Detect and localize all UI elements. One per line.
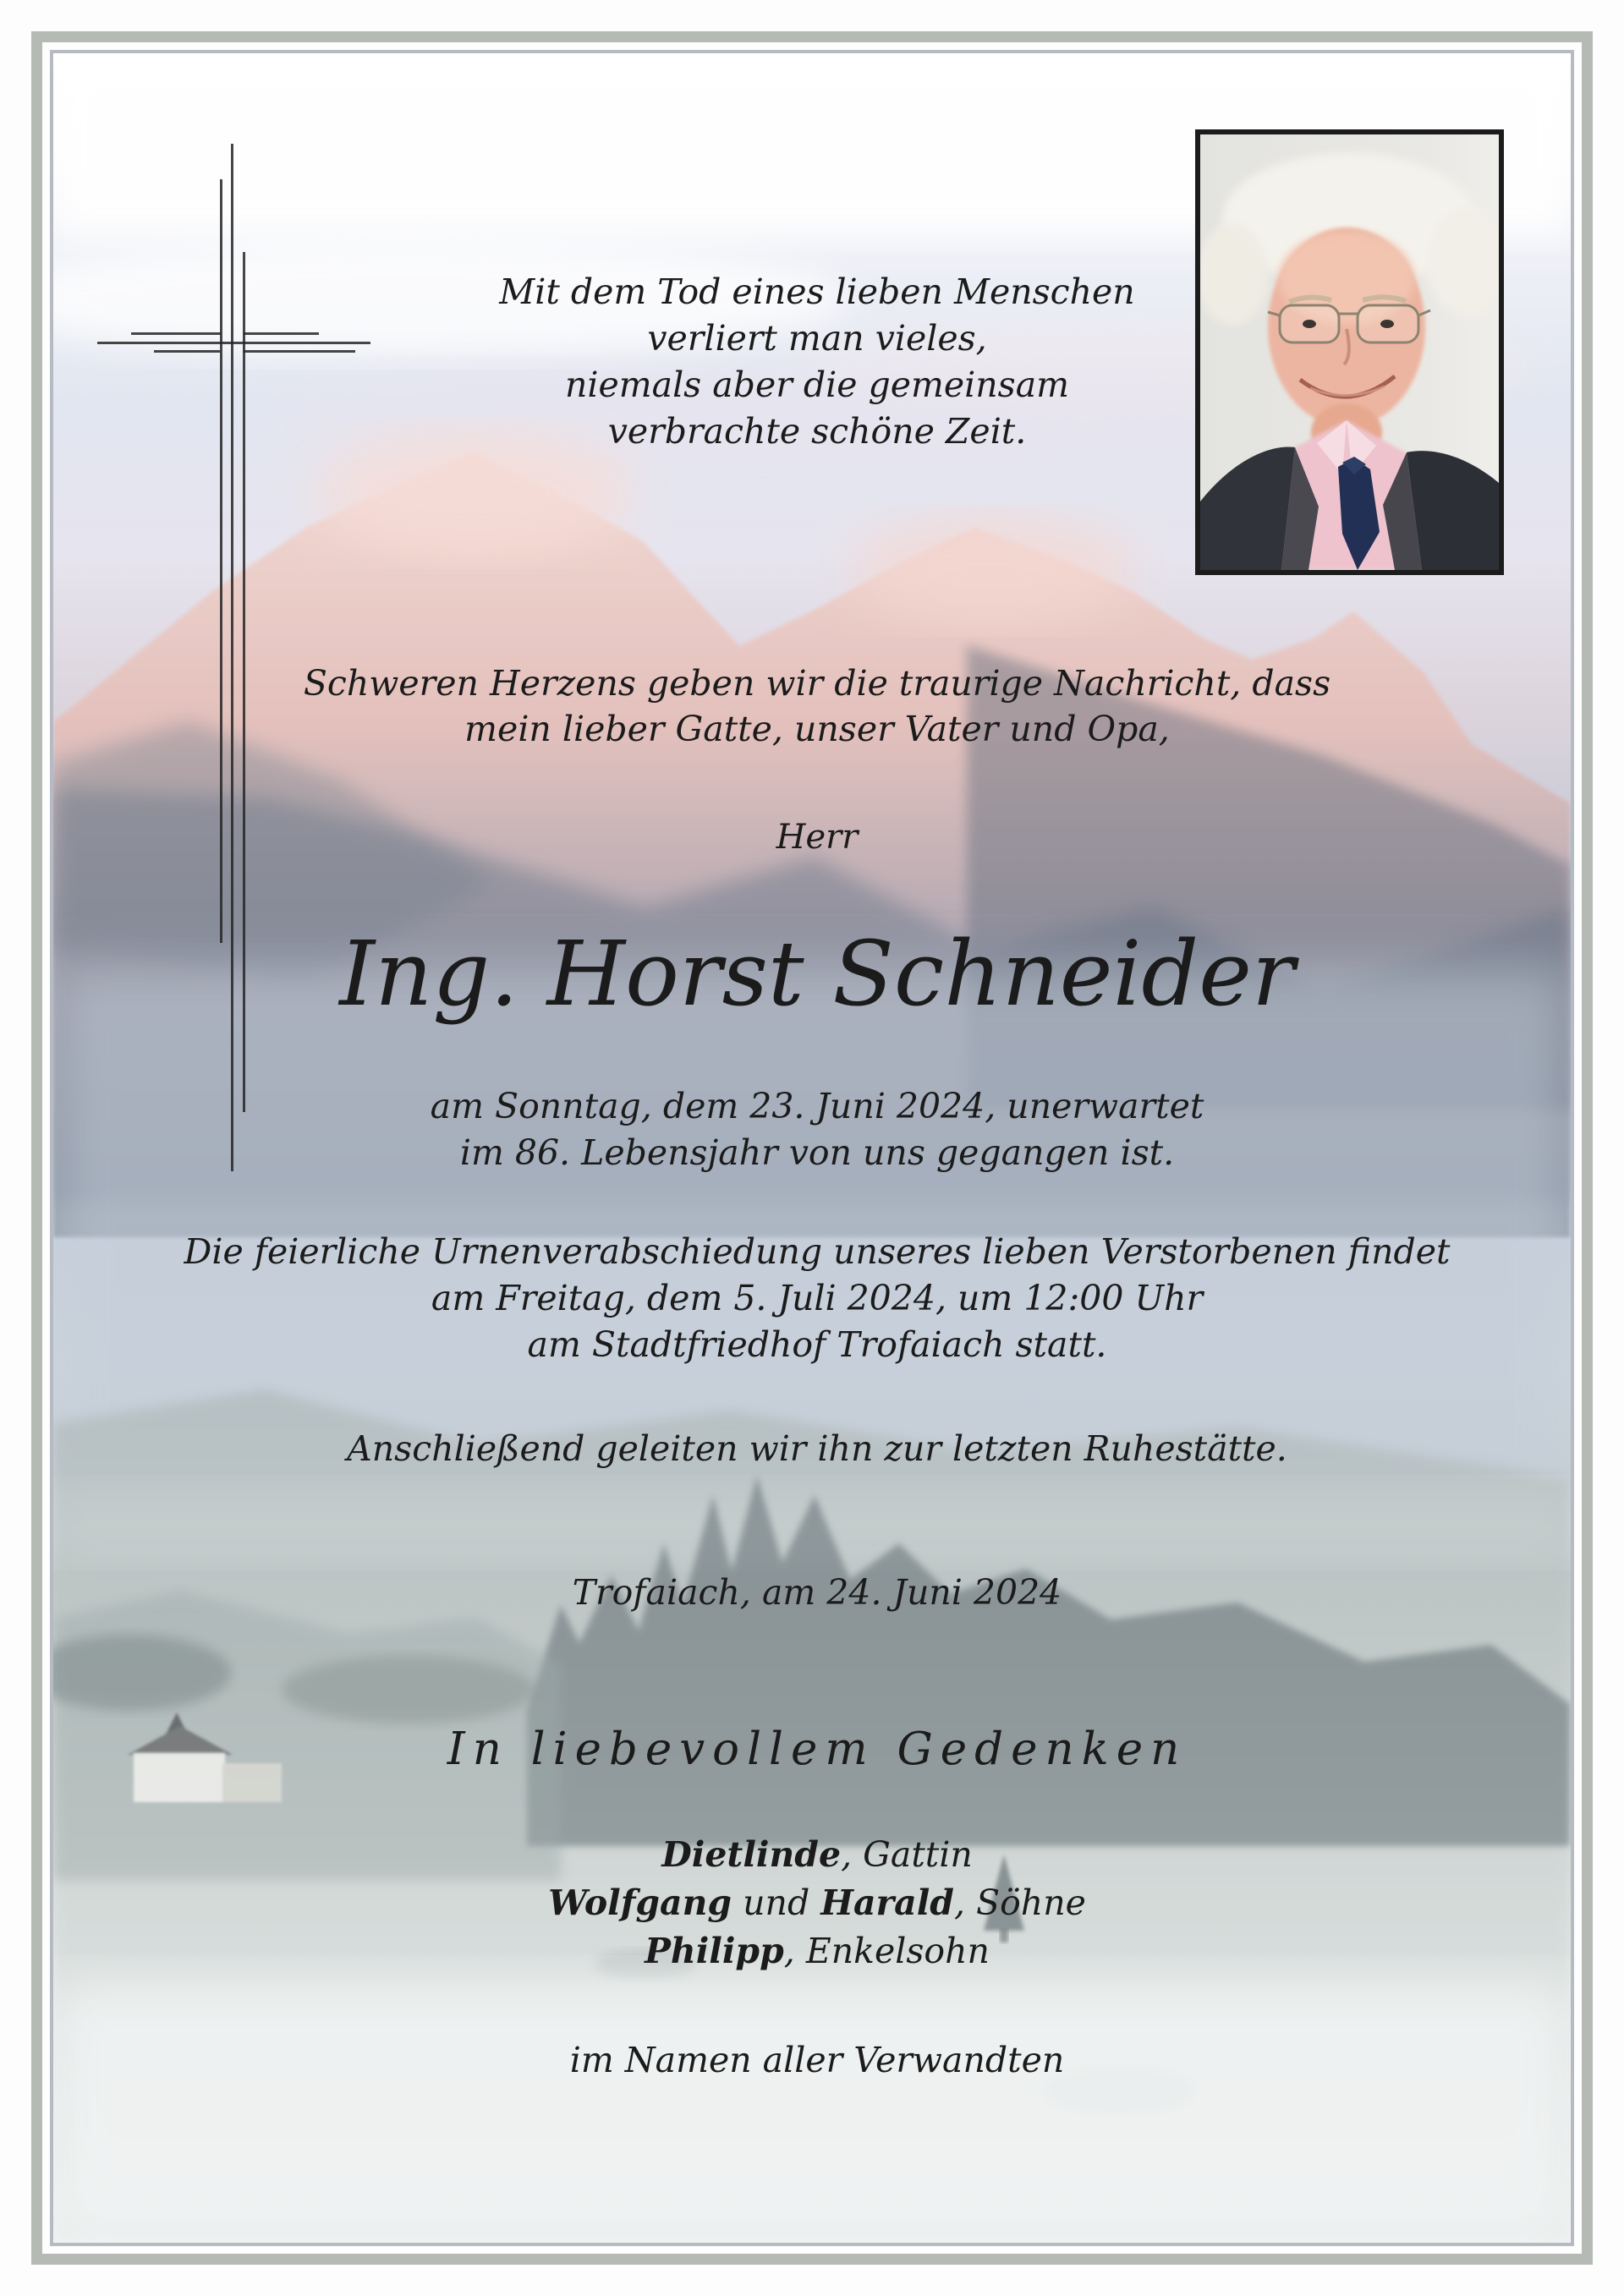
death-info-line: im 86. Lebensjahr von uns gegangen ist.: [459, 1132, 1175, 1173]
mourner-line: [59, 1879, 1575, 1927]
closing-text: In liebevollem Gedenken: [447, 1723, 1188, 1775]
funeral-info-line: Die feierliche Urnenverabschiedung unseres lieben Verstorbenen findet: [184, 1231, 1451, 1272]
verse-line: niemals aber die gemeinsam: [564, 364, 1070, 405]
death-info-text: [59, 1083, 1575, 1176]
announcement-line: mein lieber Gatte, unser Vater und Opa,: [464, 709, 1170, 749]
mourner-relation: , Enkelsohn: [783, 1931, 990, 1971]
funeral-info-text: [59, 1229, 1575, 1368]
final-line-text: im Namen aller Verwandten: [569, 2040, 1065, 2080]
place-date-text: Trofaiach, am 24. Juni 2024: [572, 1572, 1062, 1613]
verse-line: Mit dem Tod eines lieben Menschen: [499, 271, 1135, 312]
verse-line: verliert man vieles,: [647, 318, 987, 359]
mourner-name: Dietlinde: [661, 1834, 842, 1875]
mourner-relation: , Söhne: [953, 1882, 1086, 1923]
mourners-list: [59, 1831, 1575, 1975]
mourner-name: Philipp: [645, 1931, 784, 1971]
funeral-info-line: am Stadtfriedhof Trofaiach statt.: [527, 1324, 1107, 1365]
salutation-text: Herr: [776, 818, 859, 857]
mourner-relation: , Gattin: [841, 1834, 973, 1875]
deceased-name: Ing. Horst Schneider: [339, 922, 1295, 1026]
funeral-info-line: am Freitag, dem 5. Juli 2024, um 12:00 Uhr: [431, 1278, 1204, 1318]
mourner-relation: und: [732, 1882, 821, 1923]
procession-text: Anschließend geleiten wir ihn zur letzten Ruhestätte.: [347, 1428, 1287, 1469]
mourner-line: [59, 1927, 1575, 1975]
announcement-line: Schweren Herzens geben wir die traurige Nachricht, dass: [303, 663, 1331, 704]
death-info-line: am Sonntag, dem 23. Juni 2024, unerwartet: [430, 1086, 1204, 1126]
verse-text: [59, 269, 1575, 455]
mourner-line: [59, 1831, 1575, 1879]
mourner-name: Harald: [820, 1882, 954, 1923]
mourner-name: Wolfgang: [548, 1882, 732, 1923]
verse-line: verbrachte schöne Zeit.: [607, 411, 1027, 452]
announcement-text: [59, 660, 1575, 752]
